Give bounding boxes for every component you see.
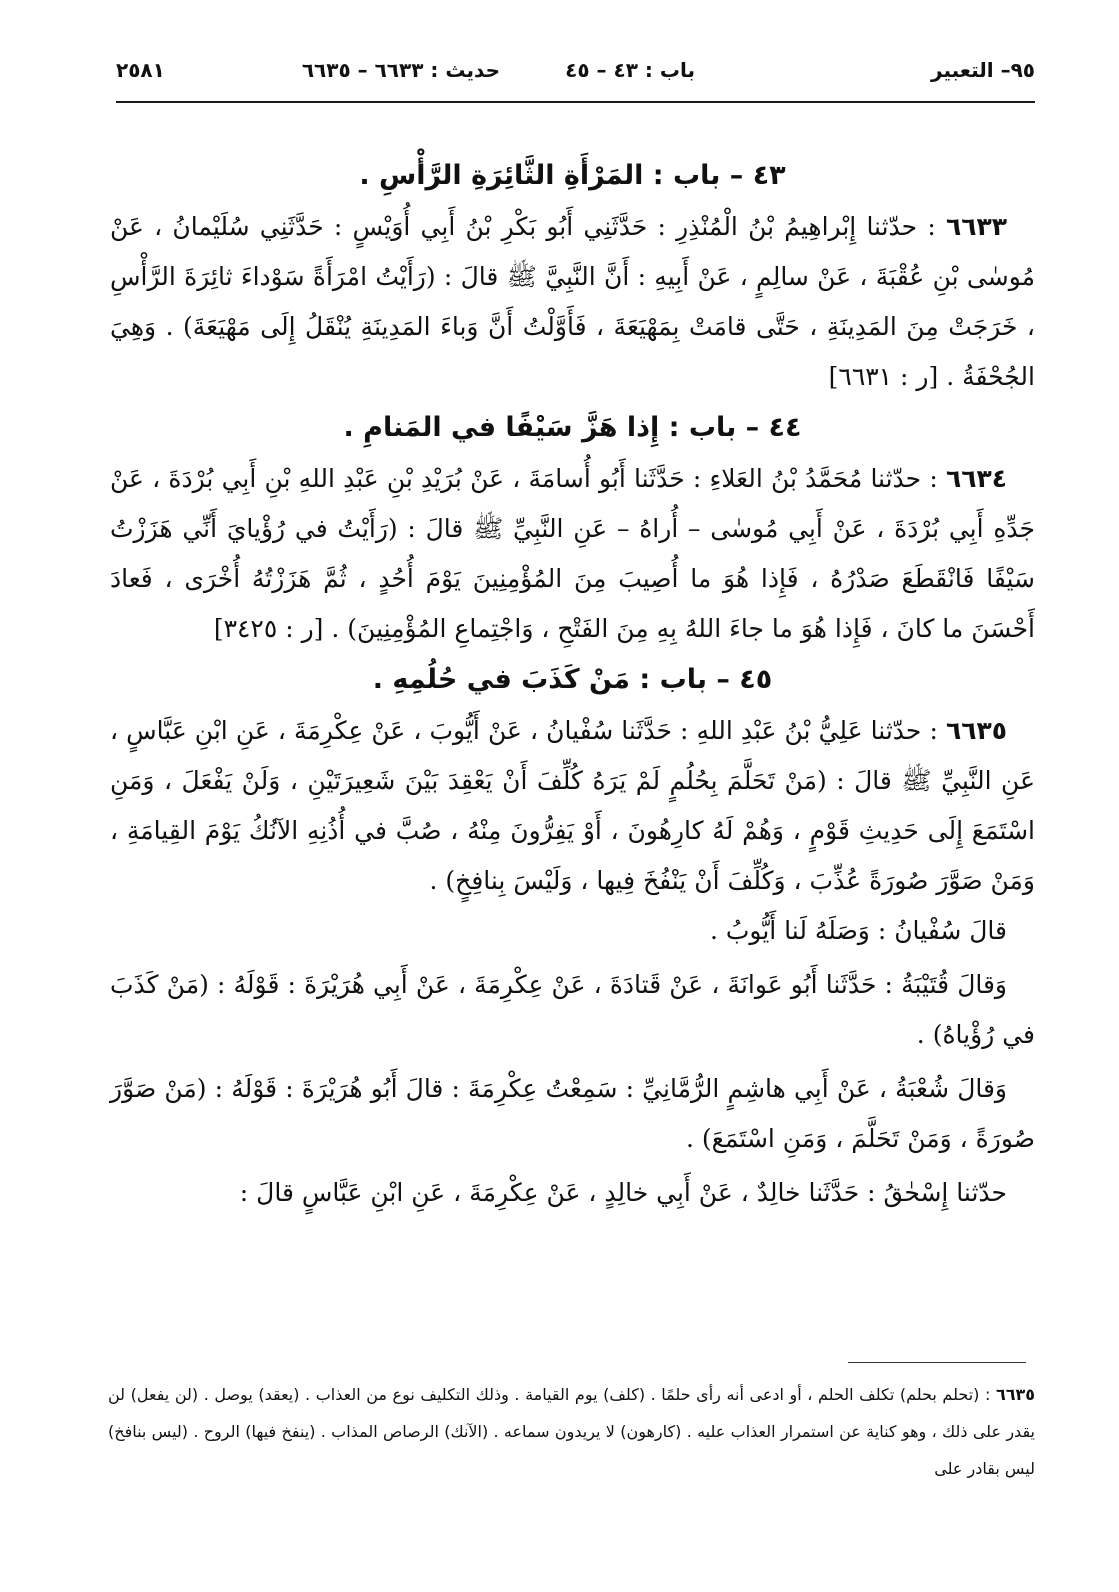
narration: وَقالَ قُتَيْبَةُ : حَدَّثَنا أَبُو عَوانَةَ ، عَنْ قَتادَةَ ، عَنْ عِكْرِمَةَ ، عَنْ أَبِي هُرَيْرَةَ : قَوْلَهُ : (مَنْ كَذَبَ في رُؤْياهُ) . bbox=[110, 970, 1035, 1049]
hadith-6634 bbox=[110, 454, 1035, 654]
narration: وَقالَ شُعْبَةُ ، عَنْ أَبِي هاشِمٍ الرُّمَّانِيِّ : سَمِعْتُ عِكْرِمَةَ : قالَ أَبُو هُرَيْرَةَ : قَوْلَهُ : (مَنْ صَوَّرَ صُورَةً ، وَمَنْ تَحَلَّمَ ، وَمَنِ اسْتَمَعَ) . bbox=[110, 1074, 1035, 1153]
page-number: ٢٥٨١ bbox=[116, 58, 165, 82]
footnote-number: ٦٦٣٥ bbox=[995, 1385, 1035, 1404]
hadith-number: ٦٦٣٤ bbox=[945, 464, 1007, 493]
hadith-number: ٦٦٣٥ bbox=[945, 716, 1007, 745]
hadith-text: : حدّثنا مُحَمَّدُ بْنُ العَلاءِ : حَدَّثَنا أَبُو أُسامَةَ ، عَنْ بُرَيْدِ بْنِ عَبْدِ اللهِ بْنِ أَبِي بُرْدَةَ ، عَنْ جَدِّهِ أَبِي بُرْدَةَ ، عَنْ أَبِي مُوسٰى – أُراهُ – عَنِ النَّبِيِّ ﷺ قالَ : (رَأَيْتُ في رُؤْيايَ أَنِّي هَزَزْتُ سَيْفًا فَانْقَطَعَ صَدْرُهُ ، فَإِذا هُوَ ما أُصِيبَ مِنَ المُؤْمِنِينَ يَوْمَ أُحُدٍ ، ثُمَّ هَزَزْتُهُ أُخْرَى ، فَعادَ أَحْسَنَ ما كانَ ، فَإِذا هُوَ ما جاءَ اللهُ بِهِ مِنَ الفَتْحِ ، وَاجْتِماعِ المُؤْمِنِينَ) . bbox=[110, 464, 1035, 643]
hadith-6635 bbox=[110, 706, 1035, 906]
header-divider bbox=[116, 101, 1035, 103]
footnote-text: : (تحلم بحلم) تكلف الحلم ، أو ادعى أنه رأى حلمًا . (كلف) يوم القيامة . وذلك التكليف نوع من العذاب . (يعقد) يوصل . (لن يفعل) لن يقدر على ذلك ، وهو كناية عن استمرار العذاب عليه . (كارهون) لا يريدون سماعه . (الآنك) الرصاص المذاب . (ينفخ فيها) الروح . (ليس بنافخ) ليس بقادر على bbox=[108, 1385, 1035, 1478]
main-text bbox=[110, 150, 1035, 1222]
hadith-number: ٦٦٣٣ bbox=[945, 212, 1007, 241]
cross-reference: [ر : ٦٦٣١] bbox=[828, 362, 947, 391]
footnote bbox=[108, 1376, 1035, 1487]
book-title: ٩٥– التعبير bbox=[931, 58, 1035, 82]
hadith-range: حديث : ٦٦٣٣ – ٦٦٣٥ bbox=[301, 58, 500, 82]
running-head bbox=[116, 52, 1035, 96]
footnote-divider bbox=[848, 1362, 1026, 1363]
hadith-6633 bbox=[110, 202, 1035, 402]
chapter-heading-45: ٤٥ – باب : مَنْ كَذَبَ في حُلُمِهِ . bbox=[372, 664, 773, 695]
narration: حدّثنا إِسْحٰقُ : حَدَّثَنا خالِدٌ ، عَنْ أَبِي خالِدٍ ، عَنْ عِكْرِمَةَ ، عَنِ ابْنِ عَبَّاسٍ قالَ : bbox=[239, 1178, 1007, 1207]
chapter-range: باب : ٤٣ – ٤٥ bbox=[565, 58, 695, 82]
hadith-text: : حدّثنا إِبْراهِيمُ بْنُ الْمُنْذِرِ : حَدَّثَنِي أَبُو بَكْرِ بْنُ أَبِي أُوَيْسٍ : حَدَّثَنِي سُلَيْمانُ ، عَنْ مُوسٰى بْنِ عُقْبَةَ ، عَنْ سالِمٍ ، عَنْ أَبِيهِ : أَنَّ النَّبِيَّ ﷺ قالَ : (رَأَيْتُ امْرَأَةً سَوْداءَ ثائِرَةَ الرَّأْسِ ، خَرَجَتْ مِنَ المَدِينَةِ ، حَتَّى قامَتْ بِمَهْيَعَةَ ، فَأَوَّلْتُ أَنَّ وَباءَ المَدِينَةِ يُنْقَلُ إِلَى مَهْيَعَةَ) . وَهِيَ الجُحْفَةُ . bbox=[110, 212, 1035, 391]
hadith-text: : حدّثنا عَلِيُّ بْنُ عَبْدِ اللهِ : حَدَّثَنا سُفْيانُ ، عَنْ أَيُّوبَ ، عَنْ عِكْرِمَةَ ، عَنِ ابْنِ عَبَّاسٍ ، عَنِ النَّبِيِّ ﷺ قالَ : (مَنْ تَحَلَّمَ بِحُلُمٍ لَمْ يَرَهُ كُلِّفَ أَنْ يَعْقِدَ بَيْنَ شَعِيرَتَيْنِ ، وَلَنْ يَفْعَلَ ، وَمَنِ اسْتَمَعَ إِلَى حَدِيثِ قَوْمٍ ، وَهُمْ لَهُ كارِهُونَ ، أَوْ يَفِرُّونَ مِنْهُ ، صُبَّ في أُذُنِهِ الآنُكُ يَوْمَ القِيامَةِ ، وَمَنْ صَوَّرَ صُورَةً عُذِّبَ ، وَكُلِّفَ أَنْ يَنْفُخَ فِيها ، وَلَيْسَ بِنافِخٍ) . bbox=[110, 716, 1035, 895]
narration: قالَ سُفْيانُ : وَصَلَهُ لَنا أَيُّوبُ . bbox=[709, 916, 1007, 945]
chapter-heading-43: ٤٣ – باب : المَرْأَةِ الثَّائِرَةِ الرَّأْسِ . bbox=[359, 160, 786, 191]
chapter-heading-44: ٤٤ – باب : إِذا هَزَّ سَيْفًا في المَنامِ . bbox=[343, 412, 802, 443]
cross-reference: [ر : ٣٤٢٥] bbox=[213, 614, 332, 643]
